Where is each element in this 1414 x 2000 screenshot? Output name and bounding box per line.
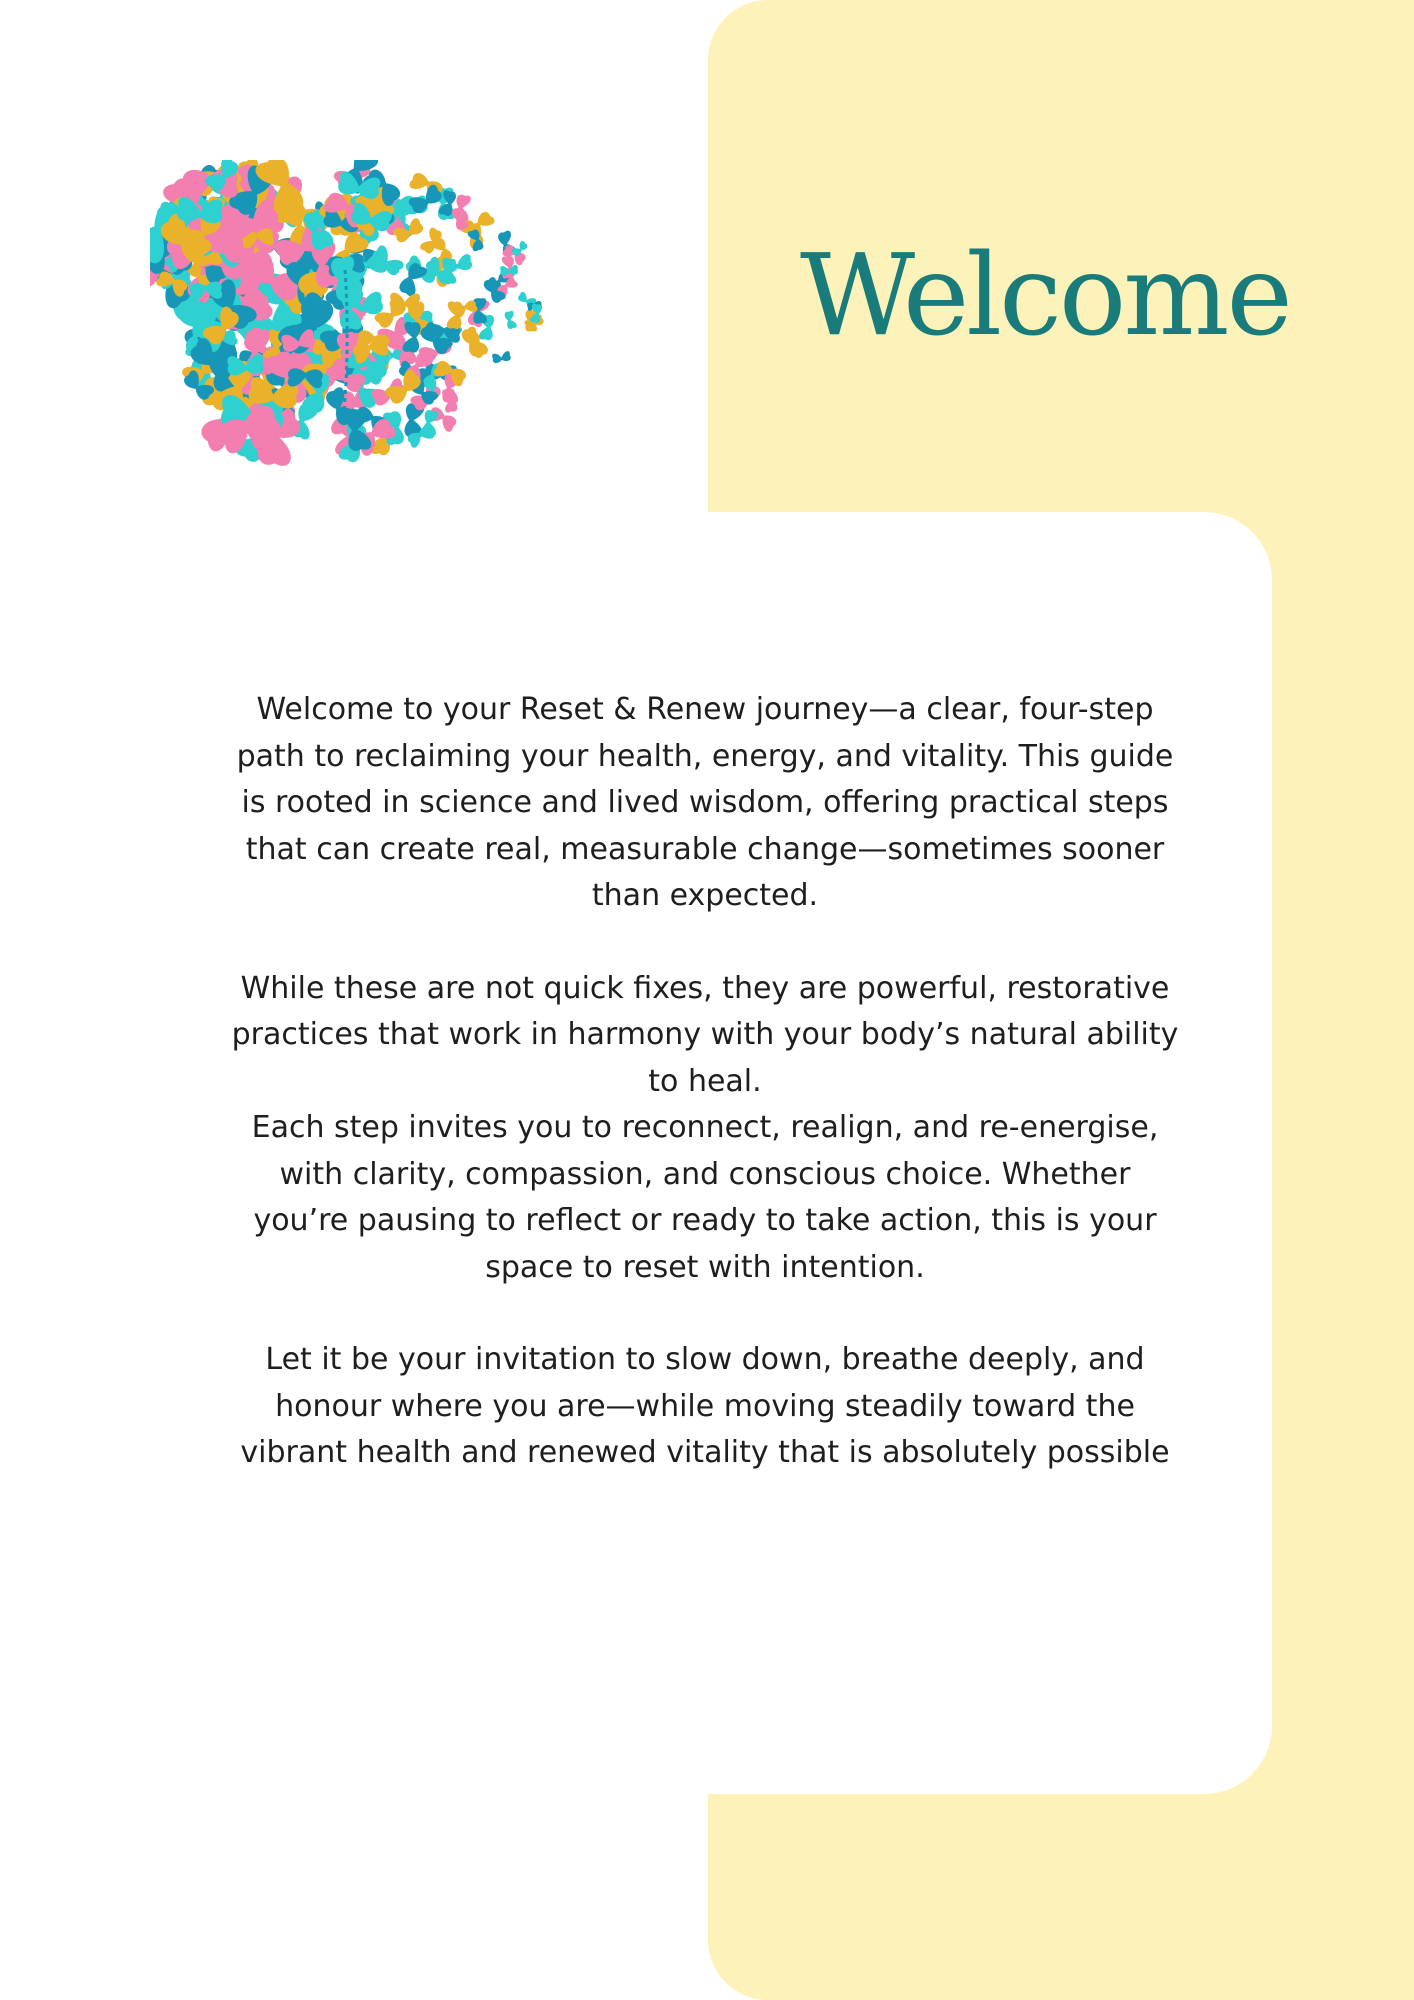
paragraph-invitation: Let it be your invitation to slow down, breathe deeply, and honour where you are—while moving steadily toward the vibrant health and renewed vitality that is absolutely possible: [240, 1342, 1170, 1470]
paragraph-steps: Each step invites you to reconnect, realign, and re-energise, with clarity, compassion, and conscious choice. Whether you’re pausing to reflect or ready to take action, this is your space to reset with intention.: [251, 1110, 1159, 1285]
paragraph-intro: Welcome to your Reset & Renew journey—a clear, four-step path to reclaiming your health, energy, and vitality. This guide is rooted in science and lived wisdom, offering practical steps that can create real, measurable change—sometimes sooner than expected.: [236, 692, 1174, 913]
welcome-body: [230, 687, 1180, 1477]
butterfly-icon: [150, 160, 560, 480]
page-title: Welcome: [800, 231, 1290, 361]
paragraph-practices: While these are not quick fixes, they are powerful, restorative practices that work in harmony with your body’s natural ability to heal.: [231, 970, 1179, 1099]
